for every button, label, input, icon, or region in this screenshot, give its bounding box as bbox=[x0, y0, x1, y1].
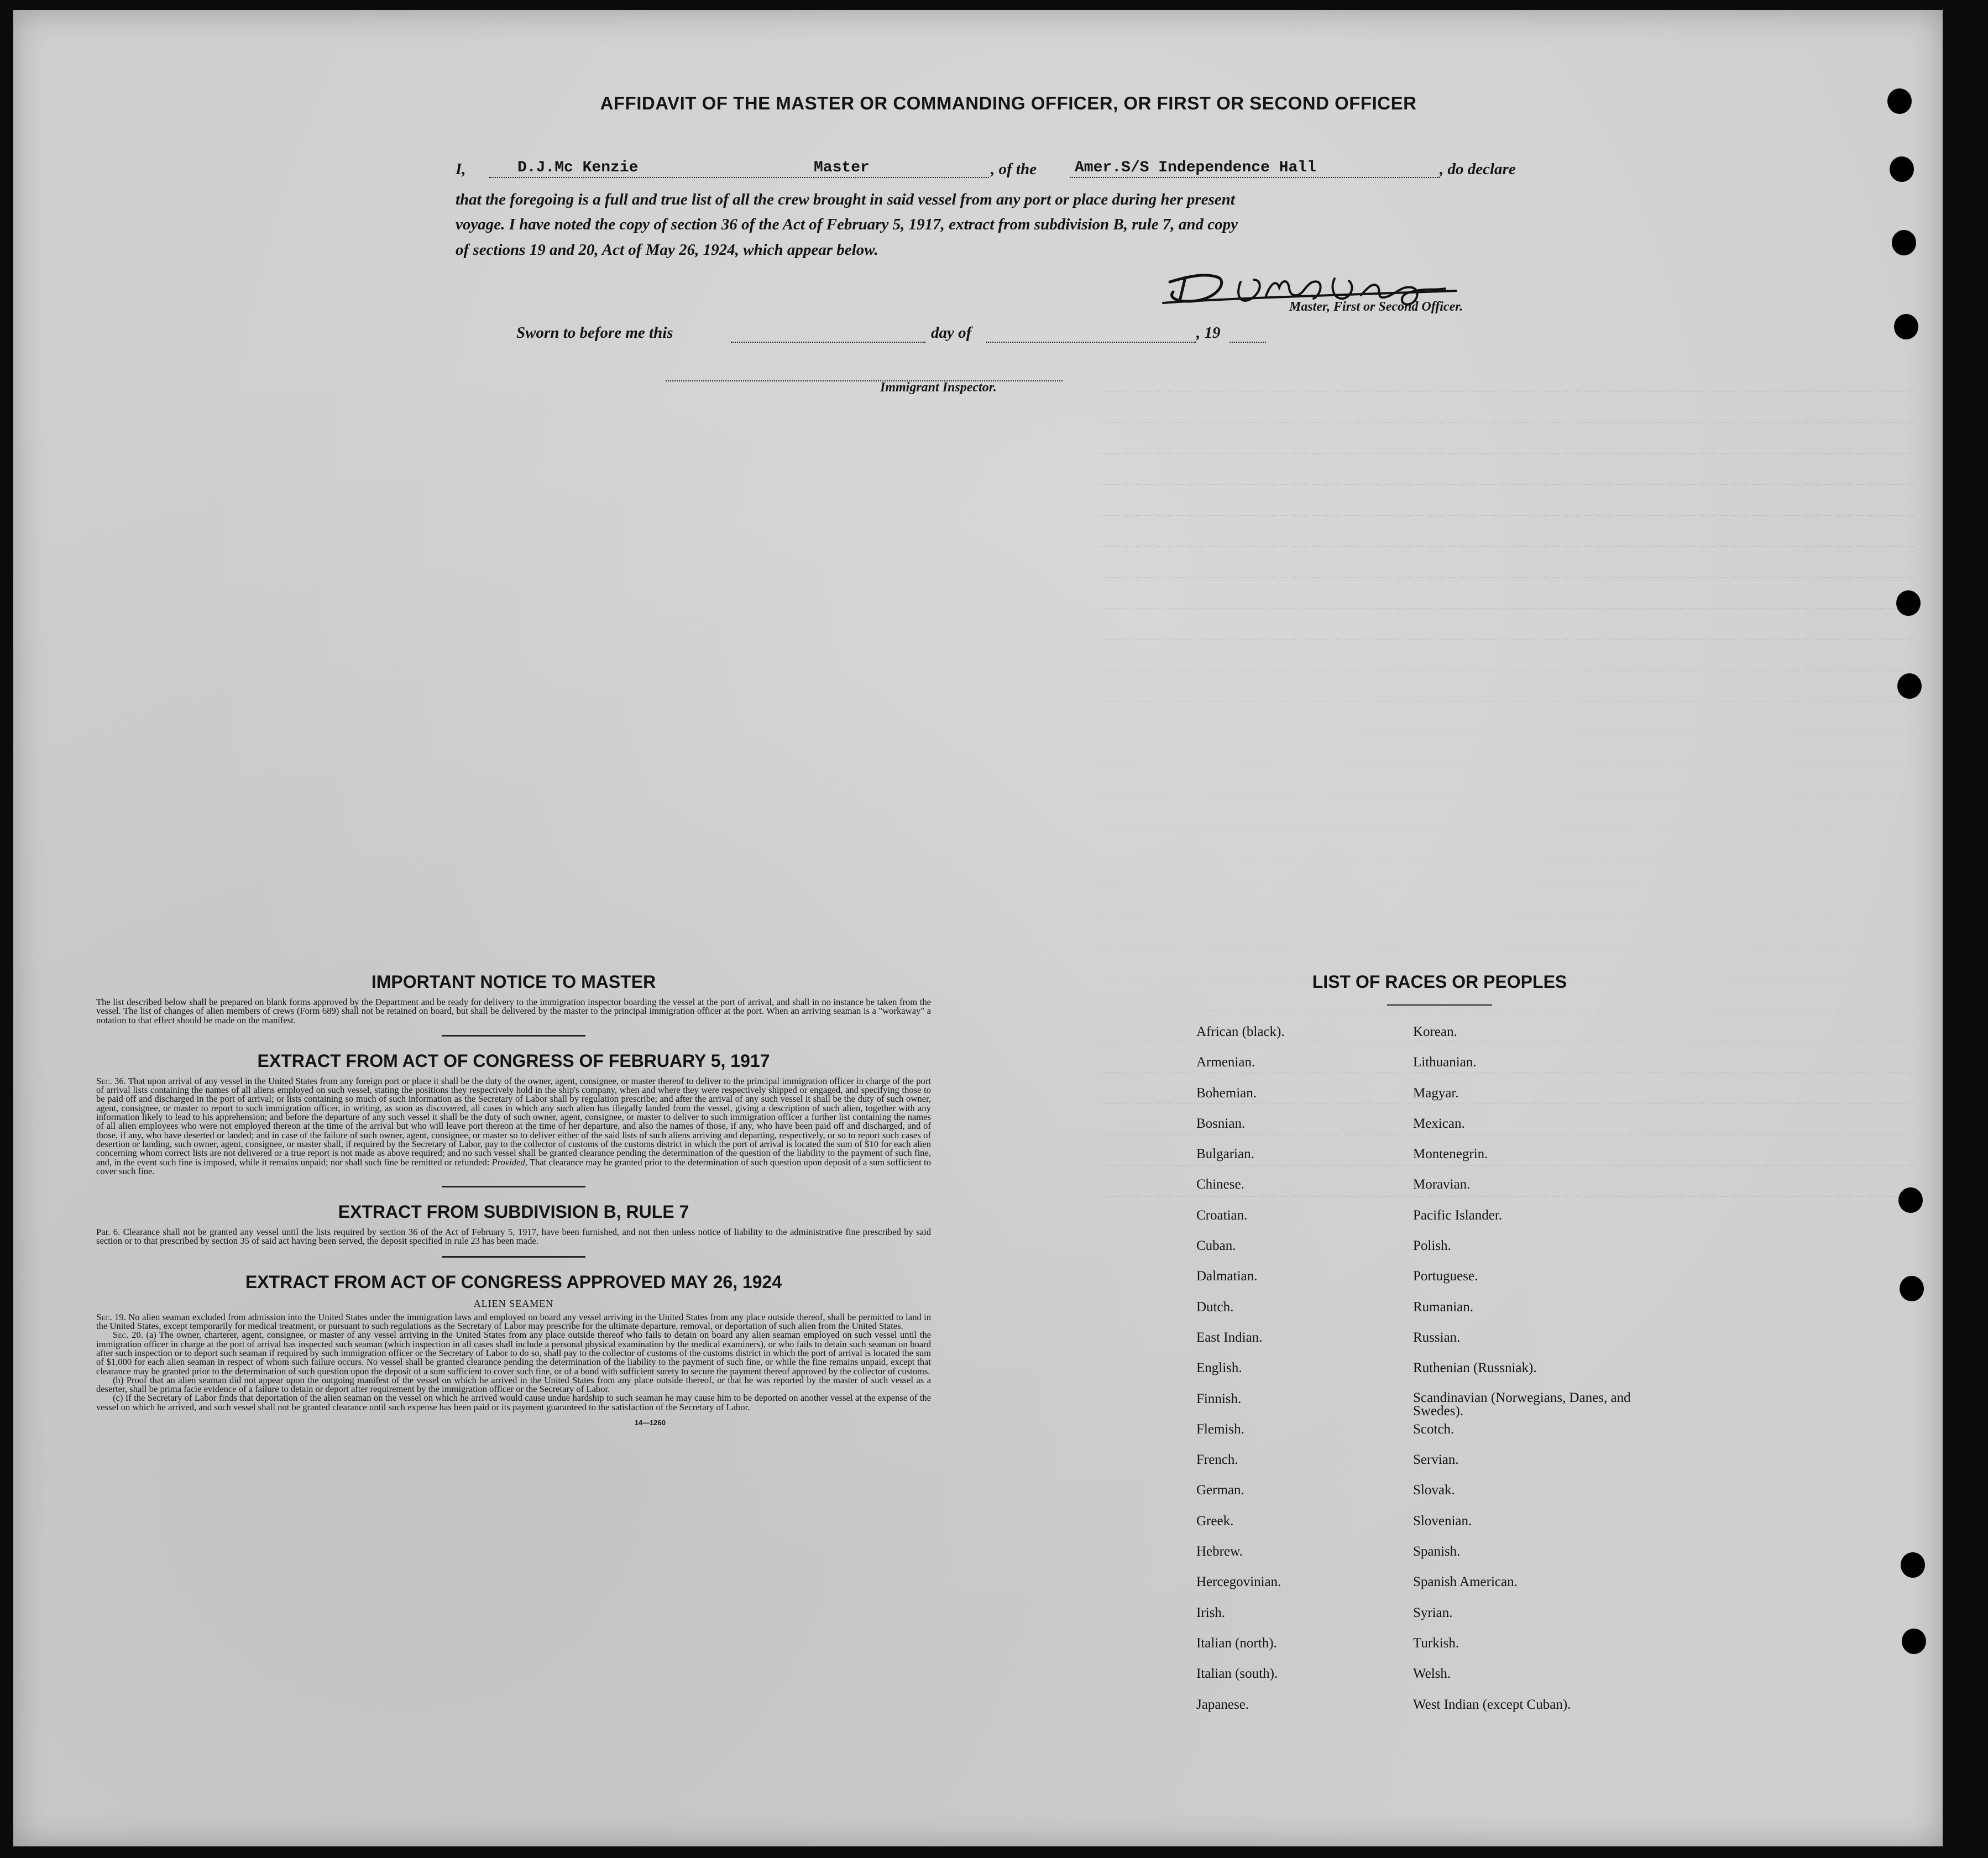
race-item: Portuguese. bbox=[1413, 1269, 1478, 1284]
divider bbox=[1387, 1004, 1492, 1006]
do-declare-label: , do declare bbox=[1440, 160, 1516, 178]
race-item: Greek. bbox=[1196, 1513, 1234, 1529]
affidavit-title: AFFIDAVIT OF THE MASTER OR COMMANDING OFFICER, OR FIRST OR SECOND OFFICER bbox=[600, 93, 1417, 113]
section-20a-body: (a) The owner, charterer, agent, consignee, or master of any vessel arriving in the United States from any place outside thereof who fails to detain on board any alien seaman employed on such vessel until the immigration officer in charge at the port of arrival has inspected such seaman (which inspection in all cases shall include a personal physical examination by the medical examiners), or who fails to detain such seaman on board after such inspection or to deport such seaman if required by such immigration officer or the Secretary of Labor to do so, shall pay to the collector of customs of the customs district in which the port of arrival is located the sum of $1,000 for each alien seaman in respect of whom such failure occurs. No vessel shall be granted clearance pending the determination of the liability to the payment of such fine, or while the fine remains unpaid, except that clearance may be granted prior to the determination of such question upon the deposit of a sum sufficient to cover such fine, or of a bond with sufficient surety to secure the payment thereof approved by the collector of customs. bbox=[96, 1330, 931, 1377]
section-20a-text bbox=[96, 1331, 931, 1375]
race-item: German. bbox=[1196, 1483, 1244, 1498]
vessel-value: Amer.S/S Independence Hall bbox=[1075, 159, 1316, 176]
bleed-through-row bbox=[1097, 622, 1915, 640]
divider bbox=[442, 1035, 585, 1037]
inspector-label: Immigrant Inspector. bbox=[880, 380, 997, 395]
divider bbox=[442, 1186, 585, 1187]
affidavit-line-4: of sections 19 and 20, Act of May 26, 1924, which appear below. bbox=[456, 241, 878, 259]
races-title: LIST OF RACES OR PEOPLES bbox=[1312, 972, 1567, 992]
race-item: Chinese. bbox=[1196, 1177, 1244, 1192]
race-item: Italian (north). bbox=[1196, 1635, 1277, 1651]
extract-1917-title: EXTRACT FROM ACT OF CONGRESS OF FEBRUARY 5, 1917 bbox=[257, 1050, 770, 1071]
section-label: Sec. 20. bbox=[113, 1330, 143, 1341]
bleed-through-row bbox=[1097, 808, 1915, 825]
punch-hole bbox=[1900, 1276, 1924, 1301]
race-item: Russian. bbox=[1413, 1330, 1461, 1345]
race-item: Scotch. bbox=[1413, 1421, 1455, 1437]
section-19-body: No alien seaman excluded from admission into the United States under the immigration laws and employed on board any vessel arriving in the United States from any place outside thereof, shall be permitted to land in the United States, except temporarily for medical treatment, or pursuant to such regulations as the Secretary of Labor may prescribe for the ultimate departure, removal, or deportation of such alien from the United States. bbox=[96, 1311, 931, 1332]
race-item: Korean. bbox=[1413, 1024, 1457, 1039]
race-item: Finnish. bbox=[1196, 1391, 1242, 1406]
race-item: Hercegovinian. bbox=[1196, 1574, 1281, 1590]
punch-hole bbox=[1894, 314, 1918, 339]
legal-notices bbox=[96, 972, 931, 1427]
race-item: African (black). bbox=[1196, 1024, 1285, 1039]
race-item: East Indian. bbox=[1196, 1330, 1263, 1345]
sworn-month-fill-line bbox=[986, 325, 1196, 343]
i-label: I, bbox=[456, 160, 466, 178]
race-item: Turkish. bbox=[1413, 1635, 1459, 1651]
extract-1924-title: EXTRACT FROM ACT OF CONGRESS APPROVED MAY 26, 1924 bbox=[245, 1271, 782, 1292]
race-item: Dutch. bbox=[1196, 1299, 1234, 1315]
race-item: Irish. bbox=[1196, 1605, 1226, 1620]
rank-value: Master bbox=[814, 159, 870, 176]
provided-text: That clearance may be granted prior to the determination of such question upon deposit of a sum sufficient to cover such fine. bbox=[96, 1156, 931, 1176]
punch-hole bbox=[1901, 1552, 1925, 1578]
race-item: Pacific Islander. bbox=[1413, 1207, 1503, 1223]
section-19-text bbox=[96, 1313, 931, 1331]
bleed-through-row bbox=[1097, 746, 1915, 763]
race-item: Armenian. bbox=[1196, 1055, 1255, 1070]
affidavit-line-2: that the foregoing is a full and true list of all the crew brought in said vessel from any port or place during her present bbox=[456, 191, 1235, 208]
race-item: Italian (south). bbox=[1196, 1666, 1278, 1682]
bleed-through-row bbox=[1097, 530, 1915, 547]
bleed-through-row bbox=[1097, 901, 1915, 918]
section-20c-text: (c) If the Secretary of Labor finds that deportation of the alien seaman on the vessel on which he arrived would cause undue hardship to such seaman he may cause him to be deported on another vessel at the expense of the vessel on which he arrived, and such vessel shall not be granted clearance until such expense has been paid or its payment guaranteed to the satisfaction of the Secretary of Labor. bbox=[96, 1393, 931, 1412]
bleed-through-row bbox=[1097, 839, 1915, 856]
race-item: Hebrew. bbox=[1196, 1544, 1243, 1559]
extract-rule7-title: EXTRACT FROM SUBDIVISION B, RULE 7 bbox=[338, 1202, 689, 1222]
race-item: Bosnian. bbox=[1196, 1116, 1246, 1131]
section-20b-text: (b) Proof that an alien seaman did not appear upon the outgoing manifest of the vessel on which he arrived in the United States from any place outside thereof, or that he was reported by the master of such vessel as a deserter, shall be prima facie evidence of a failure to detain or deport after requirement by the immigration officer or the Secretary of Labor. bbox=[96, 1374, 931, 1395]
signer-title: Master, First or Second Officer. bbox=[1289, 300, 1463, 314]
race-item: Ruthenian (Russniak). bbox=[1413, 1360, 1537, 1376]
race-item: Japanese. bbox=[1196, 1697, 1249, 1712]
bleed-through-row bbox=[1097, 468, 1915, 485]
race-item: Spanish American. bbox=[1413, 1574, 1518, 1590]
race-item: Cuban. bbox=[1196, 1238, 1236, 1254]
bleed-through-row bbox=[1097, 932, 1915, 949]
race-item: West Indian (except Cuban). bbox=[1413, 1697, 1571, 1712]
race-item: Scandinavian (Norwegians, Danes, and Swedes). bbox=[1413, 1390, 1631, 1419]
punch-hole bbox=[1887, 88, 1912, 114]
section-36-text: That upon arrival of any vessel in the United States from any foreign port or place it shall be the duty of the owner, agent, consignee, or master thereof to deliver to the principal immigration officer in charge of the port of arrival lists containing the names of all aliens employed on such vessel, stating the positions they respectively hold in the ship's company, when and where they were respectively shipped or engaged, and specifying those to be paid off and discharged in the port of arrival; or lists containing so much of such information as the Secretary of Labor shall by regulation prescribe; and after the arrival of any such vessel it shall be the duty of such owner, agent, consignee, or master to report to such immigration officer, in writing, as soon as discovered, all cases in which any such alien has illegally landed from the vessel, giving a description of such alien, together with any information likely to lead to his apprehension; and before the departure of any such vessel it shall be the duty of such owner, agent, consignee, or master to deliver to such immigration officer a further list containing the names of all alien employees who were not employed thereon at the time of the arrival but who will leave port thereon at the time of her departure, and also the names of those, if any, who have been paid off and discharged, and of those, if any, who have deserted or landed; and in case of the failure of such owner, agent, consignee, or master so to deliver either of the said lists of such aliens arriving and departing, respectively, or so to report such cases of desertion or landing, such owner, agent, consignee, or master shall, if required by the Secretary of Labor, pay to the collector of customs of the customs district in which the port of arrival is located the sum of $10 for each alien concerning whom correct lists are not delivered or a true report is not made as above required; and no such vessel shall be granted clearance pending the determination of the question of the liability to the payment of such fine, and, in the event such fine is imposed, while it remains unpaid; nor shall such fine be remitted or refunded: bbox=[96, 1075, 931, 1168]
race-item: Lithuanian. bbox=[1413, 1055, 1477, 1070]
race-item: Spanish. bbox=[1413, 1544, 1461, 1559]
race-item: Magyar. bbox=[1413, 1085, 1459, 1101]
punch-hole bbox=[1892, 230, 1916, 255]
provided-label: Provided, bbox=[491, 1156, 527, 1168]
bleed-through-row bbox=[1097, 592, 1915, 609]
bleed-through-row bbox=[1097, 777, 1915, 794]
race-item: Polish. bbox=[1413, 1238, 1451, 1254]
bleed-through-row bbox=[1097, 715, 1915, 732]
section-label: Sec. 19. bbox=[96, 1311, 126, 1322]
races-list bbox=[1196, 972, 1683, 1712]
bleed-through-row bbox=[1097, 684, 1915, 702]
section-label: Sec. 36. bbox=[96, 1075, 126, 1086]
bleed-through-row bbox=[1097, 870, 1915, 887]
race-item: Flemish. bbox=[1196, 1421, 1244, 1437]
extract-1917-text bbox=[96, 1077, 931, 1176]
race-item: English. bbox=[1196, 1360, 1242, 1376]
form-number: 14—1260 bbox=[634, 1419, 666, 1427]
bleed-through-row bbox=[1097, 653, 1915, 671]
races-right-column bbox=[1413, 1024, 1673, 1728]
race-item: Rumanian. bbox=[1413, 1299, 1474, 1315]
races-left-column bbox=[1196, 1024, 1429, 1728]
extract-rule7-text: Par. 6. Clearance shall not be granted any vessel until the lists required by section 36 of the Act of February 5, 1917, have been furnished, and not then unless notice of liability to the administrative fine prescribed by said section or to that prescribed by section 35 of said act having been served, the deposit specified in rule 23 has been made. bbox=[96, 1227, 931, 1247]
bleed-through-row bbox=[1097, 406, 1915, 423]
race-item: Bulgarian. bbox=[1196, 1147, 1254, 1162]
notice-text: The list described below shall be prepared on blank forms approved by the Department and be ready for delivery to the immigration inspector boarding the vessel at the port of arrival, and shall in no instance be taken from the vessel. The list of changes of alien members of crews (Form 689) shall not be retained on board, but shall be delivered by the master to the principal immigration officer at the port. When an arriving seaman is a "workaway" a notation to that effect should be made on the manifest. bbox=[96, 997, 931, 1025]
bleed-through-row bbox=[1097, 561, 1915, 578]
bleed-through-row bbox=[1097, 375, 1915, 392]
of-the-label: , of the bbox=[991, 160, 1037, 178]
race-item: Slovak. bbox=[1413, 1483, 1455, 1498]
alien-seamen-heading: ALIEN SEAMEN bbox=[473, 1297, 554, 1309]
race-item: Moravian. bbox=[1413, 1177, 1471, 1192]
race-item: French. bbox=[1196, 1452, 1238, 1468]
affidavit-line-3: voyage. I have noted the copy of section 36 of the Act of February 5, 1917, extract from subdivision B, rule 7, and copy bbox=[456, 216, 1238, 233]
race-item: Montenegrin. bbox=[1413, 1147, 1488, 1162]
year-prefix-label: , 19 bbox=[1196, 324, 1221, 342]
race-item: Bohemian. bbox=[1196, 1085, 1257, 1101]
punch-hole bbox=[1902, 1629, 1926, 1654]
bleed-through-row bbox=[1097, 499, 1915, 516]
race-item: Syrian. bbox=[1413, 1605, 1453, 1620]
sworn-label: Sworn to before me this bbox=[516, 324, 673, 342]
inspector-signature-line bbox=[666, 364, 1063, 381]
bleed-through-row bbox=[1097, 437, 1915, 454]
race-item: Welsh. bbox=[1413, 1666, 1451, 1682]
race-item: Slovenian. bbox=[1413, 1513, 1472, 1529]
race-item: Dalmatian. bbox=[1196, 1269, 1258, 1284]
day-of-label: day of bbox=[931, 324, 972, 342]
sworn-day-fill-line bbox=[731, 325, 925, 343]
race-item: Mexican. bbox=[1413, 1116, 1465, 1131]
race-item: Servian. bbox=[1413, 1452, 1459, 1468]
document-page bbox=[13, 10, 1943, 1846]
sworn-year-fill-line bbox=[1230, 325, 1266, 343]
notice-title: IMPORTANT NOTICE TO MASTER bbox=[371, 972, 656, 992]
race-item: Croatian. bbox=[1196, 1207, 1248, 1223]
punch-hole bbox=[1890, 156, 1914, 182]
master-name-value: D.J.Mc Kenzie bbox=[517, 159, 639, 176]
divider bbox=[442, 1256, 585, 1258]
